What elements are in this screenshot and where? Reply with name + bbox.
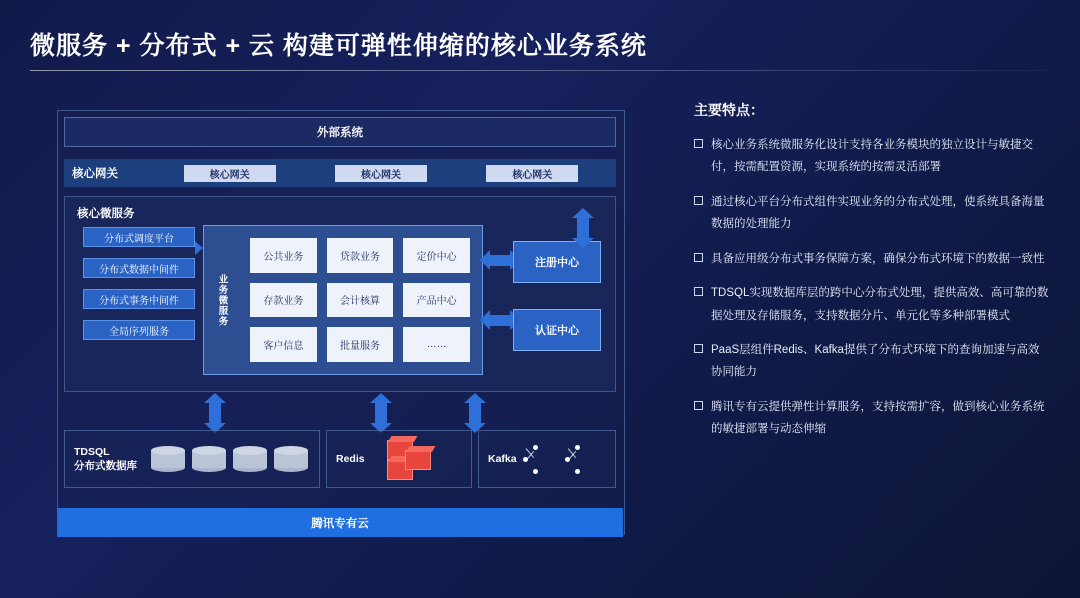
business-module-cell: 定价中心 bbox=[403, 238, 470, 273]
connector-arrow-vertical-db bbox=[209, 402, 221, 424]
connector-arrow-registry bbox=[489, 255, 511, 266]
square-bullet-icon bbox=[694, 253, 703, 262]
kafka-label: Kafka bbox=[488, 452, 517, 465]
redis-label: Redis bbox=[336, 452, 365, 465]
database-cylinder-icon bbox=[151, 446, 185, 472]
business-microservice-box bbox=[203, 225, 483, 375]
feature-item bbox=[694, 248, 1050, 270]
square-bullet-icon bbox=[694, 344, 703, 353]
core-gateway-chip: 核心网关 bbox=[184, 165, 276, 182]
core-gateway-label: 核心网关 bbox=[72, 168, 118, 180]
kafka-cell bbox=[478, 430, 616, 488]
cloud-bar: 腾讯专有云 bbox=[57, 508, 623, 537]
registry-auth-stack bbox=[513, 241, 601, 377]
business-module-cell: 客户信息 bbox=[250, 327, 317, 362]
connector-arrow-vertical-redis bbox=[375, 402, 387, 424]
external-system-box: 外部系统 bbox=[64, 117, 616, 147]
tdsql-cell bbox=[64, 430, 320, 488]
feature-text: 腾讯专有云提供弹性计算服务，支持按需扩容，做到核心业务系统的敏捷部署与动态伸缩 bbox=[711, 400, 1045, 436]
page-title: 微服务 + 分布式 + 云 构建可弹性伸缩的核心业务系统 bbox=[30, 32, 647, 60]
features-panel bbox=[694, 100, 1050, 453]
tdsql-label bbox=[74, 445, 137, 473]
database-cylinder-icon bbox=[192, 446, 226, 472]
core-microservice-panel bbox=[64, 196, 616, 392]
data-layer-row bbox=[64, 430, 616, 488]
core-gateway-chip: 核心网关 bbox=[335, 165, 427, 182]
feature-item bbox=[694, 339, 1050, 384]
core-gateway-chip: 核心网关 bbox=[486, 165, 578, 182]
platform-component-stack bbox=[83, 227, 195, 351]
square-bullet-icon bbox=[694, 139, 703, 148]
feature-text: 具备应用级分布式事务保障方案，确保分布式环境下的数据一致性 bbox=[711, 252, 1045, 265]
features-title: 主要特点： bbox=[694, 102, 764, 118]
component-transaction-middleware: 分布式事务中间件 bbox=[83, 289, 195, 309]
square-bullet-icon bbox=[694, 401, 703, 410]
business-module-cell: 产品中心 bbox=[403, 283, 470, 318]
core-gateway-chip-group bbox=[154, 165, 608, 182]
business-module-cell: 存款业务 bbox=[250, 283, 317, 318]
feature-item bbox=[694, 282, 1050, 327]
square-bullet-icon bbox=[694, 196, 703, 205]
core-gateway-row bbox=[64, 159, 616, 187]
connector-arrow-vertical-kafka bbox=[469, 402, 481, 424]
database-cylinder-icon bbox=[233, 446, 267, 472]
feature-text: PaaS层组件Redis、Kafka提供了分布式环境下的查询加速与高效协同能力 bbox=[711, 343, 1040, 379]
connector-arrow-vertical-top bbox=[577, 217, 589, 239]
feature-text: 通过核心平台分布式组件实现业务的分布式处理，使系统具备海量数据的处理能力 bbox=[711, 195, 1045, 231]
business-module-cell: 公共业务 bbox=[250, 238, 317, 273]
kafka-nodes-icon bbox=[517, 439, 606, 479]
database-icon-group bbox=[137, 446, 310, 472]
core-microservice-title: 核心微服务 bbox=[77, 208, 135, 220]
component-scheduling-platform: 分布式调度平台 bbox=[83, 227, 195, 247]
feature-text: TDSQL实现数据库层的跨中心分布式处理，提供高效、高可靠的数据处理及存储服务，支持数据分片、单元化等多种部署模式 bbox=[711, 287, 1049, 322]
business-microservice-vertical-label: 业务微服务 bbox=[216, 273, 228, 327]
business-module-cell: 批量服务 bbox=[327, 327, 394, 362]
feature-text: 核心业务系统微服务化设计支持各业务模块的独立设计与敏捷交付，按需配置资源，实现系统的按需灵活部署 bbox=[711, 139, 1033, 174]
feature-item bbox=[694, 396, 1050, 441]
component-data-middleware: 分布式数据中间件 bbox=[83, 258, 195, 278]
database-cylinder-icon bbox=[274, 446, 308, 472]
square-bullet-icon bbox=[694, 287, 703, 296]
registry-center-box: 注册中心 bbox=[513, 241, 601, 283]
tdsql-label-line1: TDSQL bbox=[74, 445, 110, 458]
redis-cubes-icon bbox=[365, 436, 462, 482]
business-module-cell: 会计核算 bbox=[327, 283, 394, 318]
business-module-cell: …… bbox=[403, 327, 470, 362]
title-divider bbox=[30, 70, 1050, 71]
business-module-cell: 贷款业务 bbox=[327, 238, 394, 273]
feature-item bbox=[694, 191, 1050, 236]
redis-cell bbox=[326, 430, 472, 488]
component-global-sequence: 全局序列服务 bbox=[83, 320, 195, 340]
business-module-grid bbox=[238, 226, 482, 374]
tdsql-label-line2: 分布式数据库 bbox=[74, 460, 137, 472]
connector-arrow-auth bbox=[489, 315, 511, 326]
architecture-diagram bbox=[57, 110, 625, 540]
feature-item bbox=[694, 134, 1050, 179]
auth-center-box: 认证中心 bbox=[513, 309, 601, 351]
